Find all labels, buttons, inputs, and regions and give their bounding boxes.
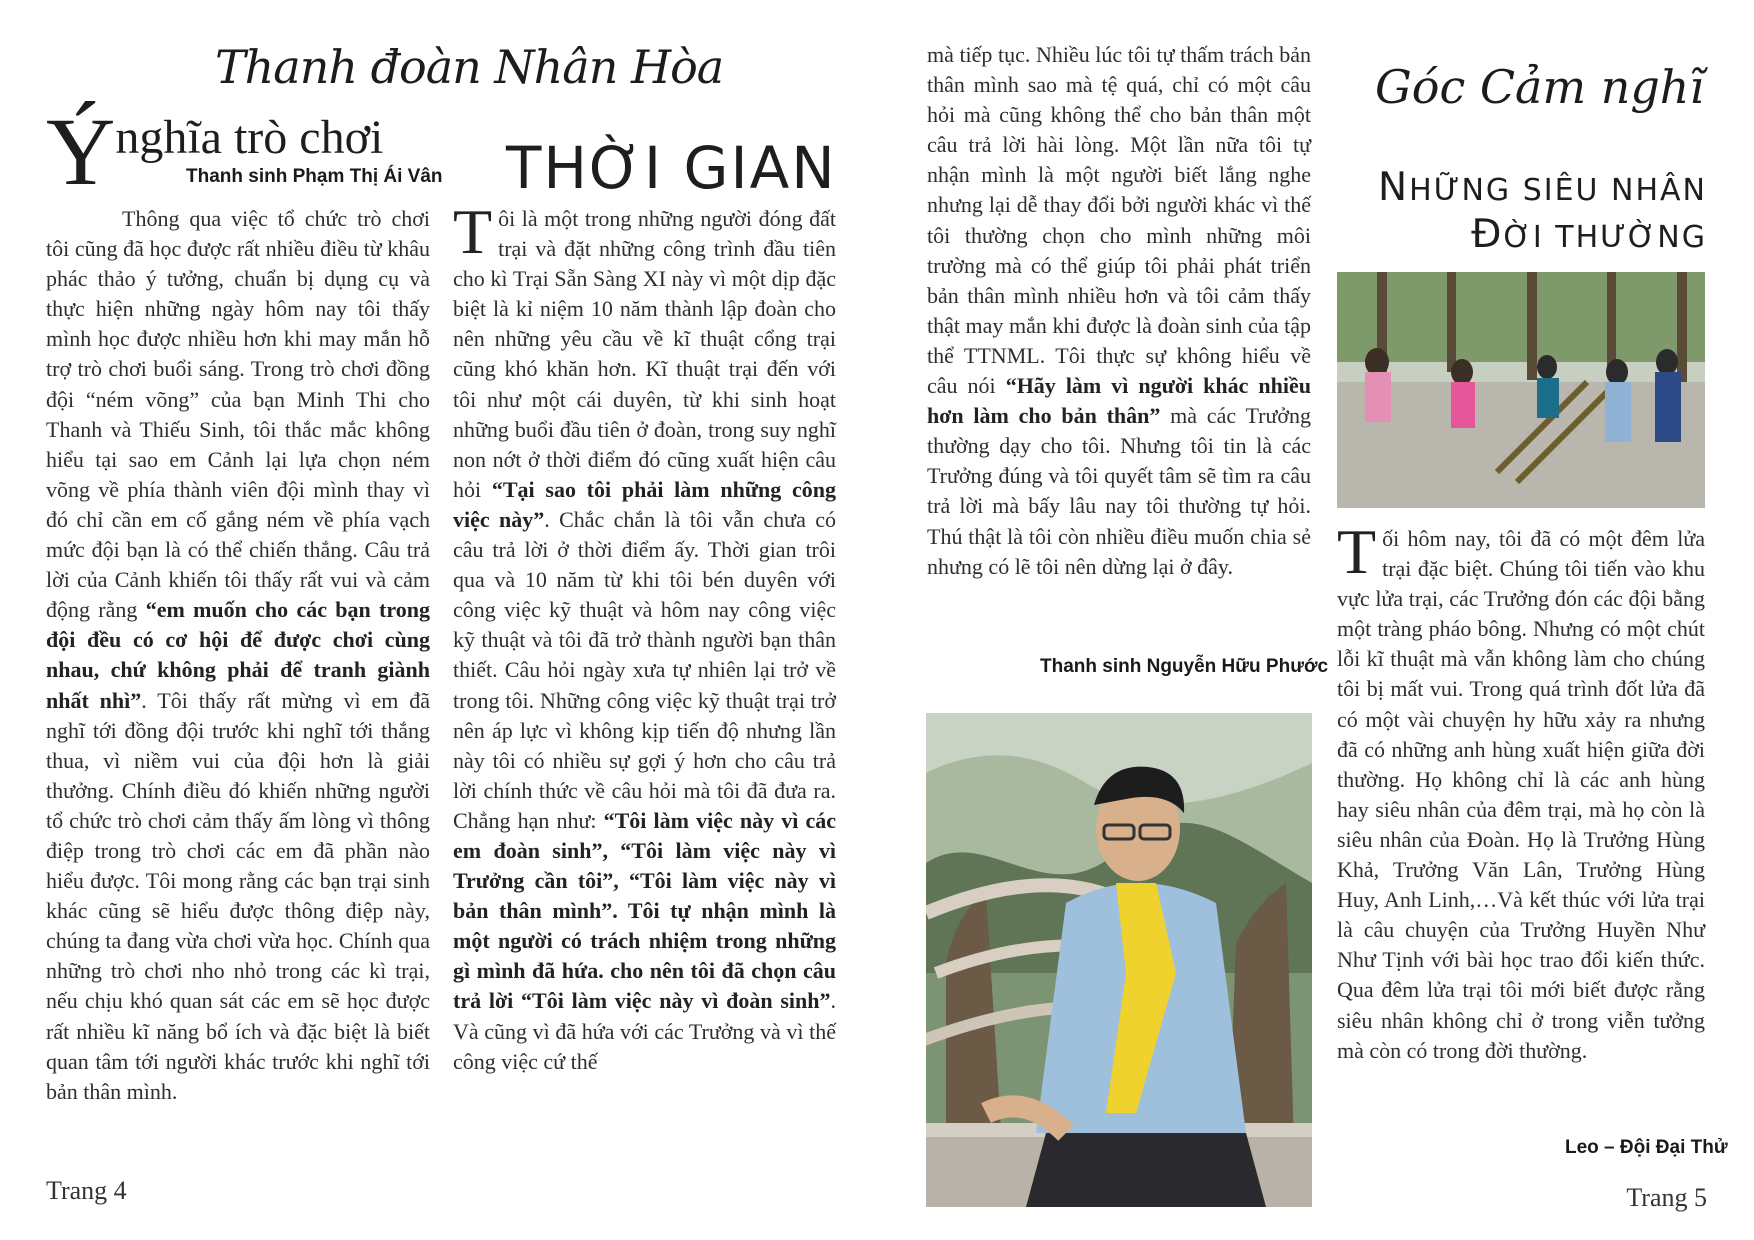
article2-byline: Thanh sinh Nguyễn Hữu Phước [1040,656,1329,677]
title-initial: Ý [46,98,116,205]
portrait-photo [926,713,1312,1207]
article2-title: THỜI GIAN [506,134,837,202]
page-number-left: Trang 4 [46,1176,127,1205]
title-rest: nghĩa trò chơi [115,111,384,164]
article1-body: Thông qua việc tổ chức trò chơi tôi cũng đã học được rất nhiều điều từ khâu phác thảo ý tưởng, chuẩn bị dụng cụ và thực hiện những ngày hôm nay tôi thấy mình học được nhiều hơn khi may mắn hỗ trợ trò chơi buổi sáng. Trong trò chơi đồng đội “ném võng” của bạn Minh Thi cho Thanh và Thiếu Sinh, tôi thắc mắc không hiểu tại sao em Cảnh lại lựa chọn ném võng về phía thành viên đội mình thay vì đó chỉ cần em cố gắng ném về phía vạch mức đội bạn là có thể chiến thắng. Câu trả lời của Cảnh khiến tôi thấy rất vui và cảm động rằng “em muốn cho các bạn trong đội đều có cơ hội để được chơi cùng nhau, chứ không phải để tranh giành nhất nhì”. Tôi thấy rất mừng vì em đã nghĩ tới đồng đội trước khi nghĩ tới thắng thua, vì niềm vui của đội hơn là giải thưởng. Chính điều đó khiến những người tổ chức trò chơi cảm thấy ấm lòng vì thông điệp trong trò chơi các em đã phần nào hiểu được. Tôi mong rằng các bạn trại sinh khác cũng sẽ hiểu được thông điệp này, chúng ta đang vừa chơi vừa học. Chính qua những trò chơi nho nhỏ trong các kì trại, nếu chịu khó quan sát các em sẽ học được rất nhiều kĩ năng bổ ích và đặc biệt là biết quan tâm tới người khác trước khi nghĩ tới bản thân mình. [46,206,430,1104]
masthead-text: Thanh đoàn Nhân Hòa [215,40,724,94]
article1-byline: Thanh sinh Phạm Thị Ái Vân [186,166,443,187]
masthead-text: Góc Cảm nghĩ [1375,60,1705,114]
masthead-goc-cam-nghi [1375,60,1704,114]
drop-cap: T [1337,516,1377,587]
page-number-right: Trang 5 [1626,1183,1707,1212]
article3-title-line1: NHỮNG SIÊU NHÂN [1377,165,1707,210]
article3-body: Tối hôm nay, tôi đã có một đêm lửa trại đặc biệt. Chúng tôi tiến vào khu vực lửa trại, các Trưởng đón các đội bằng một tràng pháo bông. Nhưng có một chút lỗi kĩ thuật mà vẫn không làm cho chúng tôi bị mất vui. Trong quá trình đốt lửa đã có một vài chuyện hy hữu xảy ra nhưng đã có những anh hùng xuất hiện giữa đời thường. Họ không chỉ là các anh hùng hay siêu nhân của đêm trại, mà họ còn là siêu nhân của Đoàn. Họ là Trưởng Hùng Khả, Trưởng Văn Lân, Trưởng Hùng Huy, Anh Linh,…Và kết thúc với lửa trại là câu chuyện của Trưởng Huyền Như Như Tịnh với bài học trao đổi kiến thức. Qua đêm lửa trại tôi mới biết được rằng siêu nhân không chỉ ở trong viễn tưởng mà còn có trong đời thường. [1337,516,1705,1063]
drop-cap: T [453,196,493,267]
article3-title-line2: ĐỜI THƯỜNG [1471,212,1707,257]
article2-body: Tôi là một trong những người đóng đất trại và đặt những công trình đầu tiên cho kì Trại Sẵn Sàng XI này vì một dịp đặc biệt là kỉ niệm 10 năm thành lập đoàn cho nên những yêu cầu về kĩ thuật cổng trại cũng khó khăn hơn. Kĩ thuật trại đến với tôi như một cái duyên, từ khi sinh hoạt những buổi đầu tiên ở đoàn, trong suy nghĩ non nớt ở thời điểm đó cũng xuất hiện câu hỏi “Tại sao tôi phải làm những công việc này”. Chắc chắn là tôi vẫn chưa có câu trả lời ở thời điểm ấy. Thời gian trôi qua và 10 năm từ khi tôi bén duyên với công việc kỹ thuật và hôm nay công việc kỹ thuật và tôi đã trở thành người bạn thân thiết. Câu hỏi ngày xưa tự nhiên lại trở về trong tôi. Những công việc kỹ thuật trại trở nên áp lực vì không kịp tiến độ nhưng lần này tôi có nhiều sự gợi ý hơn cho câu trả lời chính thức về câu hỏi mà tôi đã đưa ra. Chẳng hạn như: “Tôi làm việc này vì các em đoàn sinh”, “Tôi làm việc này vì Trưởng cần tôi”, “Tôi làm việc này vì bản thân mình”. Tôi tự nhận mình là một người có trách nhiệm trong những gì mình đã hứa. cho nên tôi đã chọn câu trả lời “Tôi làm việc này vì đoàn sinh”. Và cũng vì đã hứa với các Trưởng và vì thế công việc cứ thế [453,196,836,1074]
masthead-thanh-doan [215,40,723,94]
group-activity-illustration [1337,272,1705,508]
article3-byline: Leo – Đội Đại Thử [1565,1137,1728,1158]
group-activity-photo [1337,272,1705,508]
article3-title [1378,166,1707,260]
portrait-photo-illustration [926,713,1312,1207]
article2-continued: mà tiếp tục. Nhiều lúc tôi tự thấm trách bản thân mình sao mà tệ quá, chỉ có một câu hỏi mà cũng không thể cho bản thân một câu trả lời hài lòng. Một lần nữa tôi tự nhận mình là một người biết lắng nghe nhưng lại dễ thay đổi bởi người khác vì thế tôi thường chọn cho mình những môi trường mà có thể giúp tôi phải phát triển bản thân mình nhiều hơn và tôi cảm thấy thật may mắn khi được là đoàn sinh của tập thể TTNML. Tôi thực sự không hiểu về câu nói “Hãy làm vì người khác nhiều hơn làm cho bản thân” mà các Trưởng thường dạy cho tôi. Nhưng tôi tin là các Trưởng đúng và tôi quyết tâm sẽ tìm ra câu trả lời mà bấy lâu nay tôi thường tự hỏi. Thú thật là tôi còn nhiều điều muốn chia sẻ nhưng có lẽ tôi nên dừng lại ở đây. [927,42,1312,579]
